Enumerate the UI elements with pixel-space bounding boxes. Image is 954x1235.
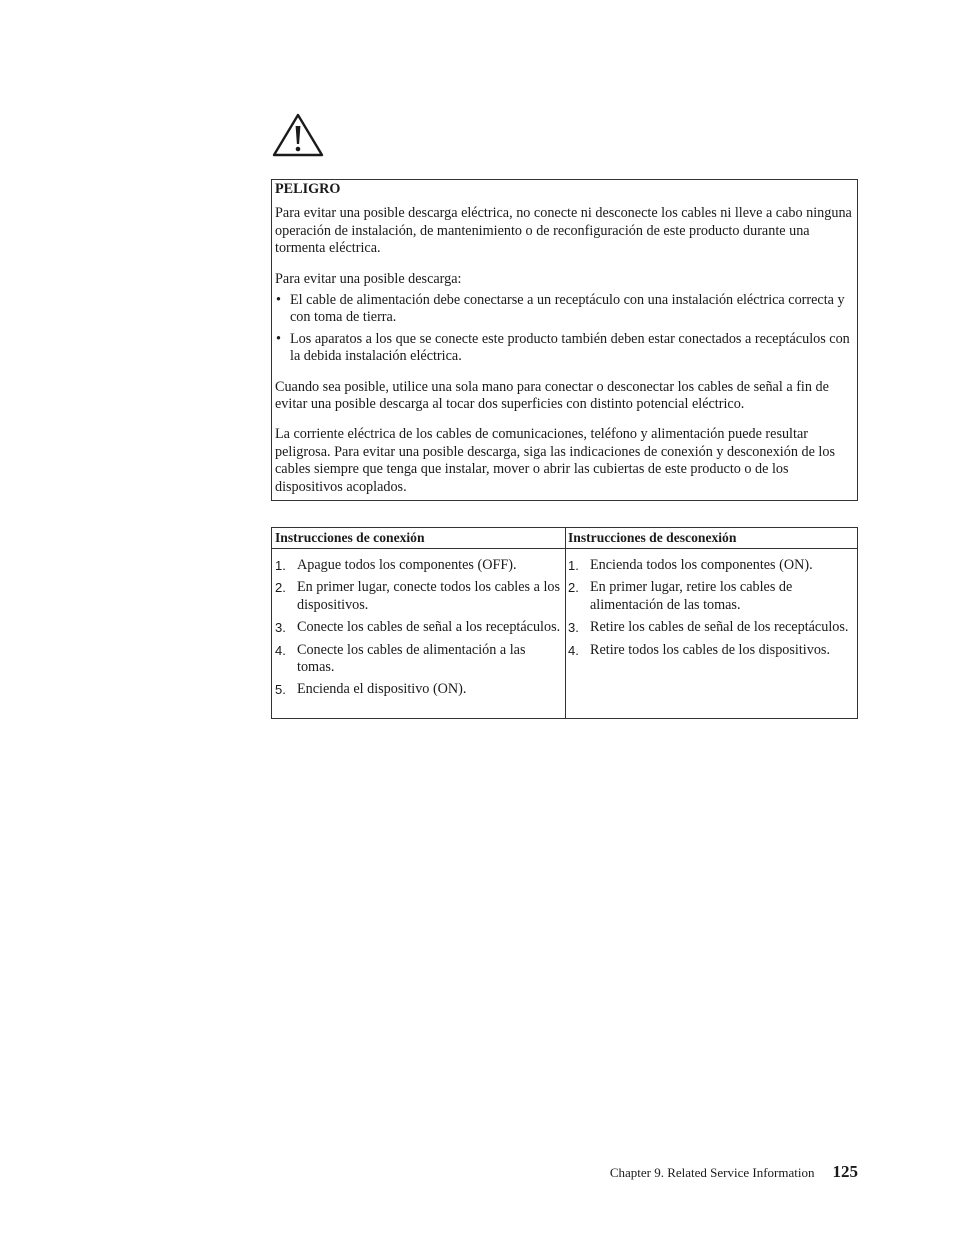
connect-step <box>275 557 561 574</box>
step-text: Conecte los cables de señal a los receptáculos. <box>297 619 561 636</box>
step-text: En primer lugar, retire los cables de alimentación de las tomas. <box>590 579 793 613</box>
connection-instructions-table <box>271 527 858 719</box>
danger-list-intro: Para evitar una posible descarga: <box>275 270 462 287</box>
danger-bullet-list <box>275 292 854 366</box>
disconnect-step <box>568 619 853 636</box>
step-text: Retire los cables de señal de los receptáculos. <box>590 619 849 636</box>
connect-step <box>275 619 561 636</box>
disconnect-steps-list <box>565 549 857 659</box>
step-text: Retire todos los cables de los dispositivos. <box>590 641 830 658</box>
step-text: Apague todos los componentes (OFF). <box>297 557 517 573</box>
page-number: 125 <box>832 1162 858 1181</box>
connect-step <box>275 642 561 677</box>
step-text: Encienda todos los componentes (ON). <box>590 557 813 573</box>
disconnect-step <box>568 642 853 659</box>
step-number: 2. <box>568 580 579 596</box>
connect-step <box>275 579 561 614</box>
danger-notice-box <box>271 179 858 501</box>
danger-bullet-text: Los aparatos a los que se conecte este producto también deben estar conectados a receptáculos con la debida instalación eléctrica. <box>290 330 850 365</box>
disconnect-column <box>565 528 857 718</box>
step-text: En primer lugar, conecte todos los cables a los dispositivos. <box>297 579 561 613</box>
footer-chapter-title: Chapter 9. Related Service Information <box>609 1165 815 1180</box>
step-number: 3. <box>275 620 286 636</box>
connect-steps-list <box>272 549 565 699</box>
step-number: 1. <box>568 558 579 573</box>
step-number: 3. <box>568 620 579 636</box>
step-number: 4. <box>568 642 579 658</box>
danger-bullet-item: • Los aparatos a los que se conecte este producto también deben estar conectados a receptáculos con la debida instalación eléctrica. <box>276 330 850 365</box>
disconnect-step <box>568 579 853 614</box>
step-number: 2. <box>275 580 286 596</box>
page-footer <box>610 1162 858 1182</box>
step-text: Conecte los cables de alimentación a las tomas. <box>297 641 526 676</box>
connect-header: Instrucciones de conexión <box>272 528 565 549</box>
connect-column <box>272 528 566 718</box>
step-number: 4. <box>275 642 286 658</box>
danger-bullet-item: • El cable de alimentación debe conectarse a un receptáculo con una instalación eléctrica correcta y con toma de tierra. <box>276 292 845 326</box>
disconnect-step <box>568 557 853 574</box>
connect-step <box>275 681 561 698</box>
step-number: 5. <box>275 682 286 698</box>
step-number: 1. <box>275 558 286 573</box>
warning-triangle-icon <box>272 112 324 158</box>
danger-paragraph-2: Cuando sea posible, utilice una sola mano para conectar o desconectar los cables de señal a fin de evitar una posible descarga al tocar dos superficies con distinto potencial eléctrico. <box>275 378 829 413</box>
disconnect-header: Instrucciones de desconexión <box>565 528 857 549</box>
danger-title: PELIGRO <box>275 181 341 197</box>
danger-bullet-text: El cable de alimentación debe conectarse a un receptáculo con una instalación eléctrica correcta y con toma de tierra. <box>290 292 845 326</box>
danger-paragraph-1: Para evitar una posible descarga eléctrica, no conecte ni desconecte los cables ni lleve a cabo ninguna operación de instalación, de mantenimiento o de reconfiguración de este producto durante una tormenta eléctrica. <box>275 205 852 257</box>
step-text: Encienda el dispositivo (ON). <box>297 681 467 698</box>
danger-paragraph-3: La corriente eléctrica de los cables de comunicaciones, teléfono y alimentación puede resultar peligrosa. Para evitar una posible descarga, siga las indicaciones de conexión y desconexión de los cables siempre que tenga que instalar, mover o abrir las cubiertas de este producto o de los dispositivos acoplados. <box>275 426 835 495</box>
